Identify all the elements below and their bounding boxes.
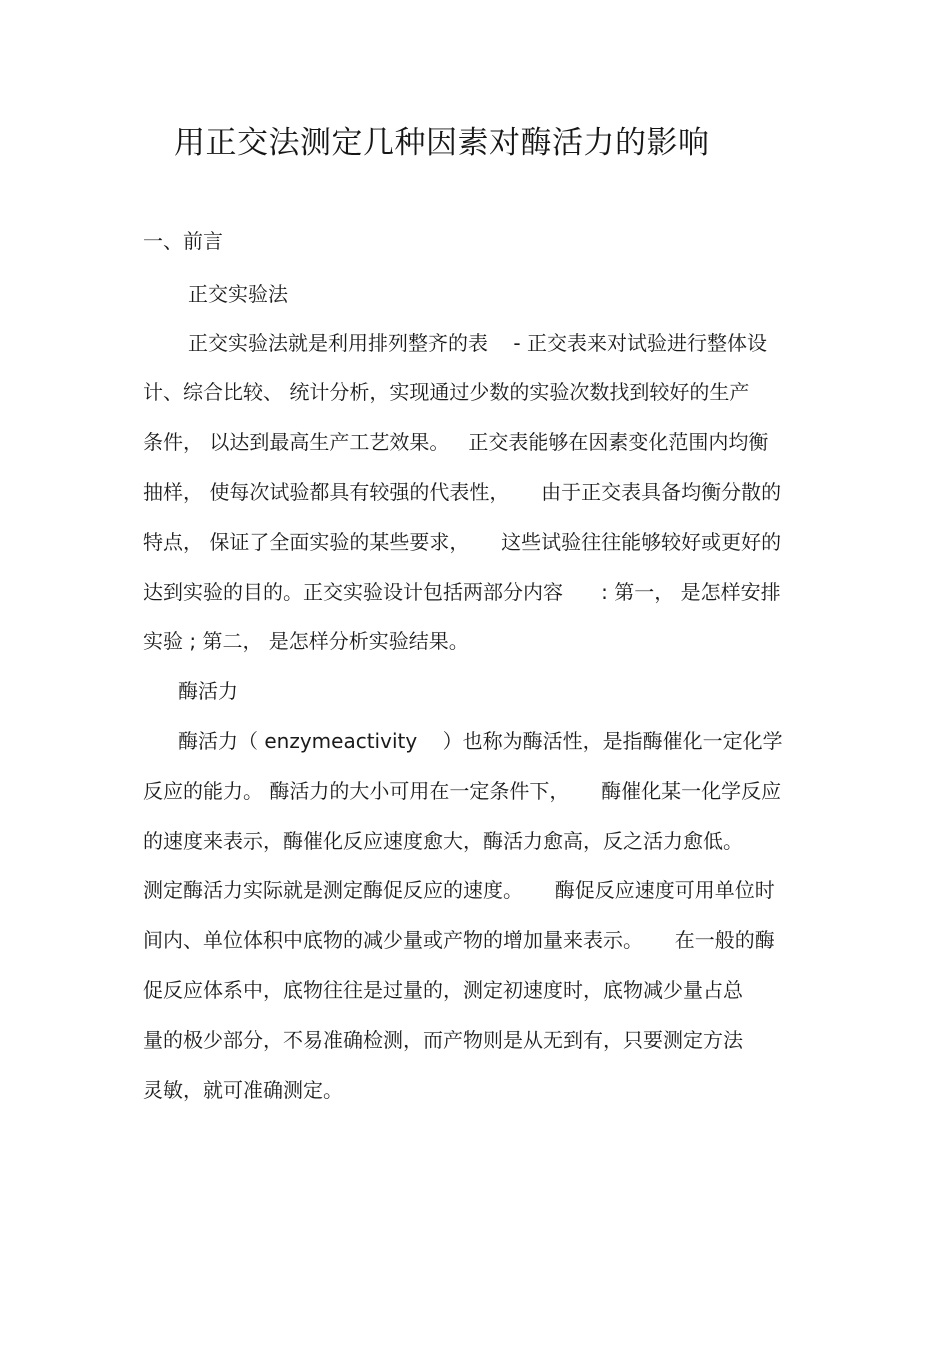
document-title: 用正交法测定几种因素对酶活力的影响	[174, 125, 710, 161]
paragraph-line: 反应的能力。 酶活力的大小可用在一定条件下， 酶催化某一化学反应	[143, 779, 782, 803]
paragraph-line: 量的极少部分，不易准确检测，而产物则是从无到有，只要测定方法	[143, 1028, 743, 1052]
paragraph-line: 灵敏，就可准确测定。	[143, 1078, 343, 1102]
paragraph-line: 实验 ; 第二， 是怎样分析实验结果。	[143, 629, 469, 653]
paragraph-line: 间内、单位体积中底物的减少量或产物的增加量来表示。 在一般的酶	[143, 928, 775, 952]
subheading-enzyme-activity: 酶活力	[178, 679, 238, 703]
paragraph-line: 的速度来表示，酶催化反应速度愈大，酶活力愈高，反之活力愈低。	[143, 829, 743, 853]
paragraph-line: 测定酶活力实际就是测定酶促反应的速度。 酶促反应速度可用单位时	[143, 878, 775, 902]
paragraph-line: 条件， 以达到最高生产工艺效果。 正交表能够在因素变化范围内均衡	[143, 430, 769, 454]
paragraph-line: 促反应体系中，底物往往是过量的，测定初速度时，底物减少量占总	[143, 978, 743, 1002]
paragraph-line: 酶活力（ enzymeactivity ）也称为酶活性，是指酶催化一定化学	[178, 729, 783, 753]
paragraph-line: 计、综合比较、 统计分析，实现通过少数的实验次数找到较好的生产	[143, 380, 750, 404]
paragraph-line: 抽样， 使每次试验都具有较强的代表性， 由于正交表具备均衡分散的	[143, 480, 782, 504]
section-heading-preface: 一、前言	[143, 229, 223, 253]
paragraph-line: 特点， 保证了全面实验的某些要求， 这些试验往往能够较好或更好的	[143, 530, 782, 554]
paragraph-line: 正交实验法就是利用排列整齐的表 - 正交表来对试验进行整体设	[188, 331, 768, 355]
paragraph-line: 达到实验的目的。正交实验设计包括两部分内容 : 第一， 是怎样安排	[143, 580, 781, 604]
subheading-orthogonal-method: 正交实验法	[188, 282, 288, 306]
